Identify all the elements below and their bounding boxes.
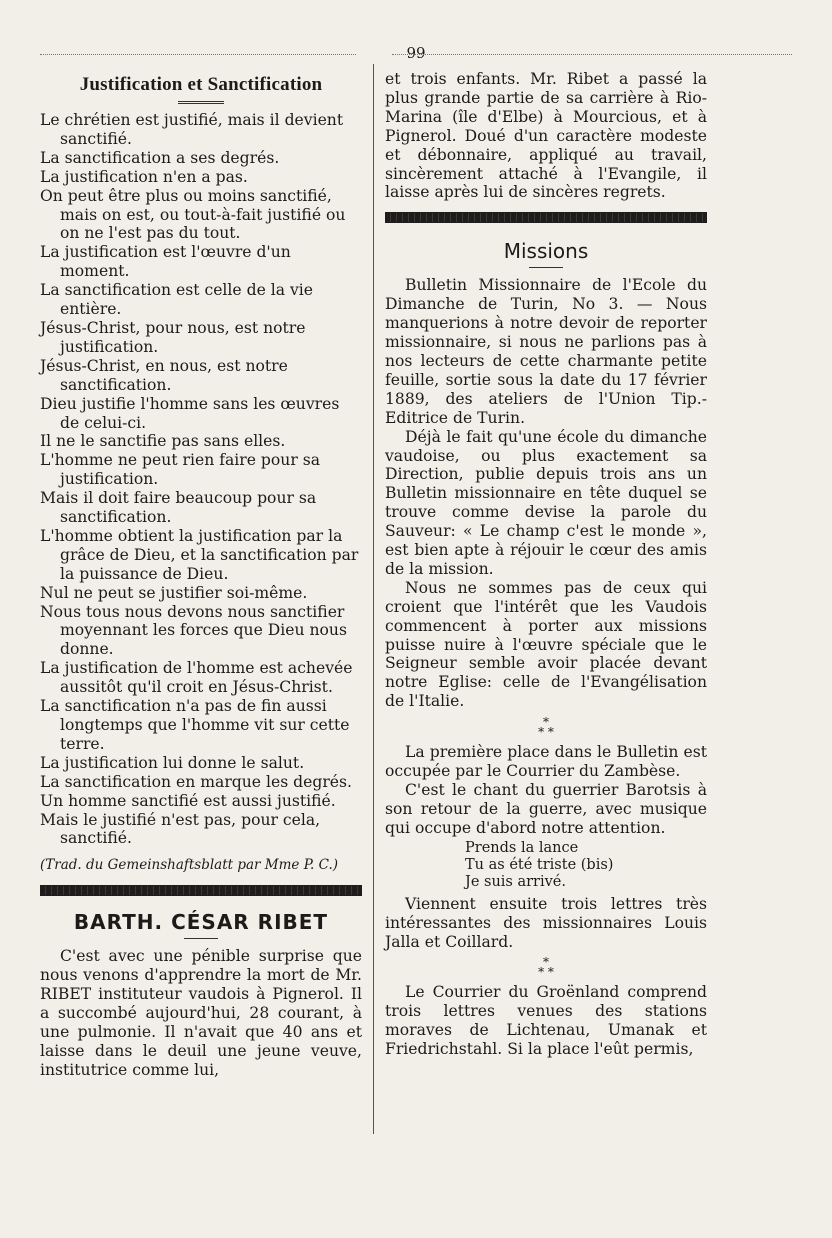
statement: Nul ne peut se justifier soi-même.	[40, 583, 308, 602]
missions-paragraph: Déjà le fait qu'une école du dimanche vaudoise, ou plus exactement sa Direction, publie depuis trois ans un Bulletin missionnaire en tête duquel se trouve comme devise la parole du Sauveur: « Le champ c'est le monde », est bien apte à réjouir le cœur des amis de la mission.	[385, 427, 707, 578]
section-separator-bar	[40, 885, 362, 896]
missions-paragraph: Viennent ensuite trois lettres très intéressantes des missionnaires Louis Jalla et Coillard.	[385, 894, 707, 951]
statement: Mais le justifié n'est pas, pour cela, sanctifié.	[40, 810, 321, 848]
statement: L'homme obtient la justification par la grâce de Dieu, et la sanctification par la puissance de Dieu.	[40, 526, 359, 583]
title-dash-rule	[529, 267, 563, 268]
missions-title: Missions	[503, 239, 589, 264]
asterism-divider: * * *	[538, 715, 554, 740]
header-rule-right	[392, 54, 792, 55]
statement: L'homme ne peut rien faire pour sa justification.	[40, 451, 321, 489]
statement: La justification de l'homme est achevée aussitôt qu'il croit en Jésus-Christ.	[40, 659, 353, 697]
ribet-title: BARTH. CÉSAR RIBET	[73, 910, 329, 935]
statement: Jésus-Christ, en nous, est notre sanctification.	[40, 356, 288, 394]
asterism-divider: * * *	[538, 955, 554, 980]
statement: La justification lui donne le salut.	[40, 753, 305, 772]
statements-list	[40, 111, 362, 848]
ribet-obituary-continued: et trois enfants. Mr. Ribet a passé la plus grande partie de sa carrière à Rio-Marina (île d'Elbe) à Mourcious, et à Pignerol. Doué d'un caractère modeste et débonnaire, appliqué au travail, sincèrement attaché à l'Evangile, il laisse après lui de sincères regrets.	[385, 70, 707, 202]
statement: La sanctification en marque les degrés.	[40, 772, 352, 791]
statement: Le chrétien est justifié, mais il devient sanctifié.	[40, 111, 344, 148]
statement: La sanctification n'a pas de fin aussi longtemps que l'homme vit sur cette terre.	[40, 697, 350, 753]
justification-title: Justification et Sanctification	[79, 74, 323, 95]
title-ornament-rule	[178, 101, 224, 104]
song-verse	[465, 840, 707, 891]
statement: Un homme sanctifié est aussi justifié.	[40, 791, 336, 810]
statement: Il ne le sanctifie pas sans elles.	[40, 432, 286, 451]
column-divider	[373, 64, 374, 1134]
title-dash-rule	[184, 938, 218, 939]
section-separator-bar	[385, 212, 707, 223]
missions-paragraph: Nous ne sommes pas de ceux qui croient que l'intérêt que les Vaudois commencent à porter aux missions puisse nuire à l'œuvre spéciale que le Seigneur semble avoir placée devant notre Eglise: celle de l'Evangélisation de l'Italie.	[385, 578, 707, 711]
missions-paragraph: Bulletin Missionnaire de l'Ecole du Dimanche de Turin, No 3. — Nous manquerions à notre devoir de reporter missionnaire, si nous ne parlions pas à nos lecteurs de cette charmante petite feuille, sortie sous la date du 17 février 1889, des ateliers de l'Union Tip.-Editrice de Turin.	[385, 276, 707, 427]
right-column	[385, 70, 707, 1059]
statement: La sanctification est celle de la vie entière.	[40, 281, 314, 319]
statement: La justification est l'œuvre d'un moment.	[40, 243, 291, 281]
missions-paragraph: C'est le chant du guerrier Barotsis à son retour de la guerre, avec musique qui occupe d'abord notre attention.	[385, 781, 707, 837]
statement: Nous tous nous devons nous sanctifier moyennant les forces que Dieu nous donne.	[40, 602, 347, 659]
verse-line: Prends la lance	[465, 839, 579, 856]
header-rule-left	[40, 54, 356, 55]
statement: Mais il doit faire beaucoup pour sa sanctification.	[40, 489, 317, 527]
page-number: 99	[406, 44, 426, 62]
verse-line: Tu as été triste (bis)	[465, 856, 614, 873]
translation-credit: (Trad. du Gemeinshaftsblatt par Mme P. C.)	[40, 857, 339, 874]
statement: La justification n'en a pas.	[40, 167, 248, 186]
statement: Dieu justifie l'homme sans les œuvres de celui-ci.	[40, 394, 340, 432]
verse-line: Je suis arrivé.	[465, 873, 566, 890]
missions-paragraph: La première place dans le Bulletin est occupée par le Courrier du Zambèse.	[385, 743, 707, 781]
statement: La sanctification a ses degrés.	[40, 148, 280, 167]
ribet-obituary-text: C'est avec une pénible surprise que nous venons d'apprendre la mort de Mr. RIBET instituteur vaudois à Pignerol. Il a succombé aujourd'hui, 28 courant, à une pulmonie. Il n'avait que 40 ans et laisse dans le deuil une jeune veuve, institutrice comme lui,	[40, 947, 362, 1079]
statement: On peut être plus ou moins sanctifié, mais on est, ou tout-à-fait justifié ou on ne l'est pas du tout.	[40, 186, 346, 243]
left-column	[40, 70, 362, 1080]
statement: Jésus-Christ, pour nous, est notre justification.	[40, 318, 306, 356]
missions-paragraph: Le Courrier du Groënland comprend trois lettres venues des stations moraves de Lichtenau, Umanak et Friedrichstahl. Si la place l'eût permis,	[385, 983, 707, 1059]
